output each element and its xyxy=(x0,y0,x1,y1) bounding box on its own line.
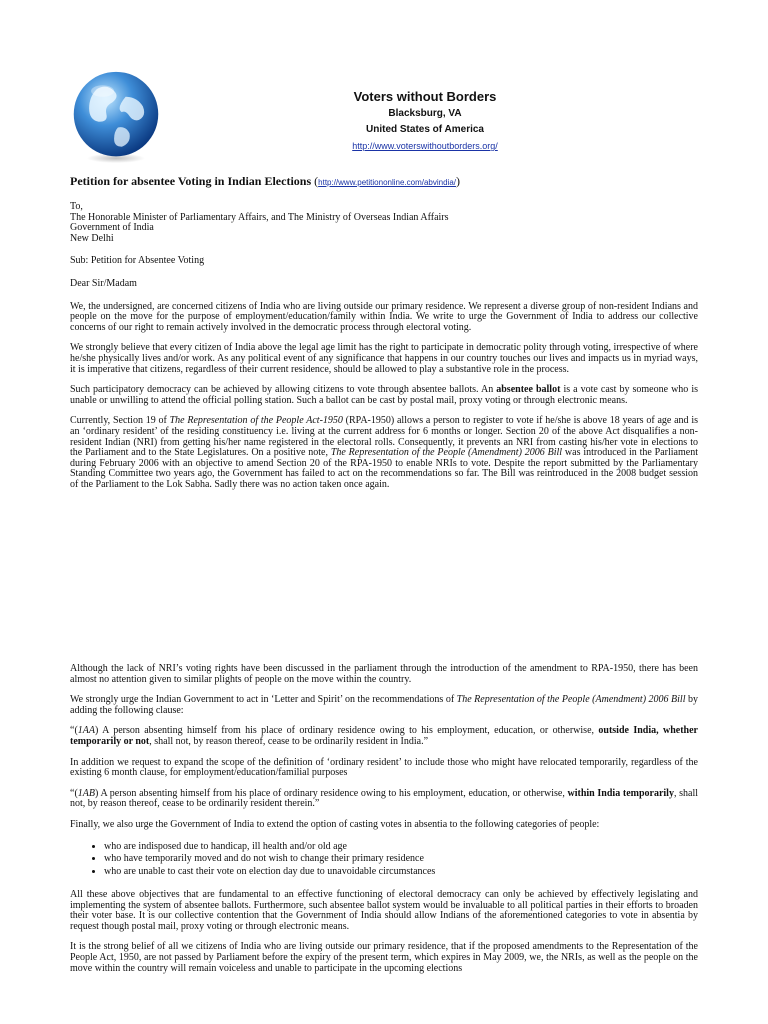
paragraph-3 xyxy=(70,385,698,406)
paragraph-2: We strongly believe that every citizen of India above the legal age limit has the right to participate in democratic polity through voting, irrespective of where he/she physically lives and/or work. As any political event of any significance that happens in our country touches our lives and impacts us in myriad ways, it is imperative that citizens, regardless of their current residence, should be allowed to play a substantive role in the process. xyxy=(70,342,698,375)
org-city: Blacksburg, VA xyxy=(388,108,462,119)
letterhead xyxy=(300,88,550,154)
p4-italic-b: The Representation of the People (Amendment) 2006 Bill xyxy=(330,447,563,459)
c2-quote: “( xyxy=(70,787,78,799)
c1-quote: “( xyxy=(70,725,78,737)
p3-bold: absentee ballot xyxy=(496,384,561,396)
p3-text-a: Such participatory democracy can be achieved by allowing citizens to vote through absentee ballots. An xyxy=(70,384,497,396)
letter-body-top xyxy=(70,174,698,500)
letter-body-bottom xyxy=(70,664,698,984)
p6-italic: The Representation of the People (Amendment) 2006 Bill xyxy=(456,694,686,706)
org-website-link[interactable]: http://www.voterswithoutborders.org/ xyxy=(352,141,498,151)
paragraph-1: We, the undersigned, are concerned citizens of India who are living outside our primary residence. We represent a diverse group of non-resident Indians and people on the move for the purpose of employment/education/family within India. We write to urge the Government of India to address our collective concerns of our right to remain actively involved in the democratic process through electoral voting. xyxy=(70,300,698,333)
paragraph-5: Although the lack of NRI’s voting rights have been discussed in the parliament through the introduction of the amendment to RPA-1950, there has been almost no attention given to similar plights of people on the move within the country. xyxy=(70,663,698,685)
list-item: • who have temporarily moved and do not wish to change their primary residence xyxy=(104,853,698,866)
c2-bold: within India temporarily xyxy=(567,787,674,799)
petition-title xyxy=(70,174,698,190)
c1-bold: outside India, whether temporarily or not xyxy=(70,725,698,747)
title-open-paren: ( xyxy=(314,174,319,188)
subject-line: Sub: Petition for Absentee Voting xyxy=(70,255,205,267)
globe-logo-icon xyxy=(68,68,164,164)
paragraph-8: Finally, we also urge the Government of India to extend the option of casting votes in absentia to the following categories of people: xyxy=(70,818,600,830)
p4-text-c: was introduced in the Parliament during February 2006 with an objective to amend Section 20 of the RPA-1950 to enable NRIs to vote. Despite the report submitted by the Parliamentary Standing Committee two years ago, the Government has failed to act on the recommendations so far. The Bill was reintroduced in the 2008 budget session of the Parliament to the Lok Sabha. Sadly there was no action taken once again. xyxy=(70,447,698,490)
c1-text-b: , shall not, by reason thereof, cease to be ordinarily resident in India.” xyxy=(149,735,429,747)
c1-italic: 1AA xyxy=(77,725,95,737)
c2-italic: 1AB xyxy=(77,787,95,799)
list-item: • who are indisposed due to handicap, ill health and/or old age xyxy=(104,841,698,854)
c2-text-a: ) A person absenting himself from his place of ordinary residence owing to his employment, education, or otherwise, xyxy=(95,787,568,799)
p6-text-b: by adding the following clause: xyxy=(70,694,699,716)
paragraph-10: It is the strong belief of all we citizens of India who are living outside our primary residence, that if the proposed amendments to the Representation of the People Act, 1950, are not passed by Parliament before the expiry of the present term, which expires in May 2009, we, the NRIs, as well as the people on the move within the country will remain voiceless and unable to participate in the upcoming elections xyxy=(70,941,698,974)
recipient-address xyxy=(70,202,698,244)
p4-text-a: Currently, Section 19 of xyxy=(70,415,170,427)
paragraph-7: In addition we request to expand the scope of the definition of ‘ordinary resident’ to include those who might have relocated temporarily, regardless of the existing 6 month clause, for employment/education/familial purposes xyxy=(70,756,698,779)
p4-text-b: (RPA-1950) allows a person to register to vote if he/she is above 18 years of age and is an ‘ordinary resident’ of the residing constituency i.e. living at the current address for 6 months or longer. Section 20 of the above Act disqualifies a non-resident Indian (NRI) from getting his/her name registered in the electoral rolls. Consequently, it prevents an NRI from casting his/her vote in elections to the Parliament and to the State Legislatures. On a positive note, xyxy=(70,415,698,459)
org-country: United States of America xyxy=(366,124,484,135)
address-line-1: The Honorable Minister of Parliamentary Affairs, and The Ministry of Overseas Indian Affairs xyxy=(70,211,449,223)
p3-text-b: is a vote cast by someone who is unable or unwilling to attend the official polling station. Such a ballot can be cast by postal mail, proxy voting or through electronic means. xyxy=(70,384,699,406)
petition-link[interactable]: http://www.petitiononline.com/abvindia/ xyxy=(318,178,456,187)
clause-1aa xyxy=(70,726,698,747)
paragraph-9: All these above objectives that are fundamental to an effective functioning of electoral democracy can only be achieved by effectively legislating and implementing the system of absentee ballots. Furthermore, such absentee ballot system would be invaluable to all political parties in their efforts to broaden their voter base. It is our collective contention that the Government of India should allow Indians of the aforementioned categories to vote in absentia by request though postal mail, proxy voting or through electronic means. xyxy=(70,889,698,932)
petition-title-text: Petition for absentee Voting in Indian Elections xyxy=(70,174,312,188)
paragraph-4 xyxy=(70,416,698,490)
p6-text-a: We strongly urge the Indian Government to act in ‘Letter and Spirit’ on the recommendations of xyxy=(70,694,457,706)
org-name: Voters without Borders xyxy=(353,89,497,104)
c1-text-a: ) A person absenting himself from his place of ordinary residence owing to his employment, education, or otherwise, xyxy=(95,725,599,737)
c2-text-b: , shall not, by reason thereof, cease to be ordinarily resident therein.” xyxy=(70,787,699,810)
p4-italic-a: The Representation of the People Act-1950 xyxy=(169,415,343,427)
address-line-2: Government of India xyxy=(70,222,154,234)
address-to: To, xyxy=(70,201,83,212)
categories-list xyxy=(70,841,698,879)
paragraph-6 xyxy=(70,695,698,716)
list-item: • who are unable to cast their vote on election day due to unavoidable circumstances xyxy=(104,866,698,879)
address-line-3: New Delhi xyxy=(70,232,114,244)
clause-1ab xyxy=(70,789,698,810)
title-close-paren: ) xyxy=(456,174,460,188)
salutation: Dear Sir/Madam xyxy=(70,277,137,289)
